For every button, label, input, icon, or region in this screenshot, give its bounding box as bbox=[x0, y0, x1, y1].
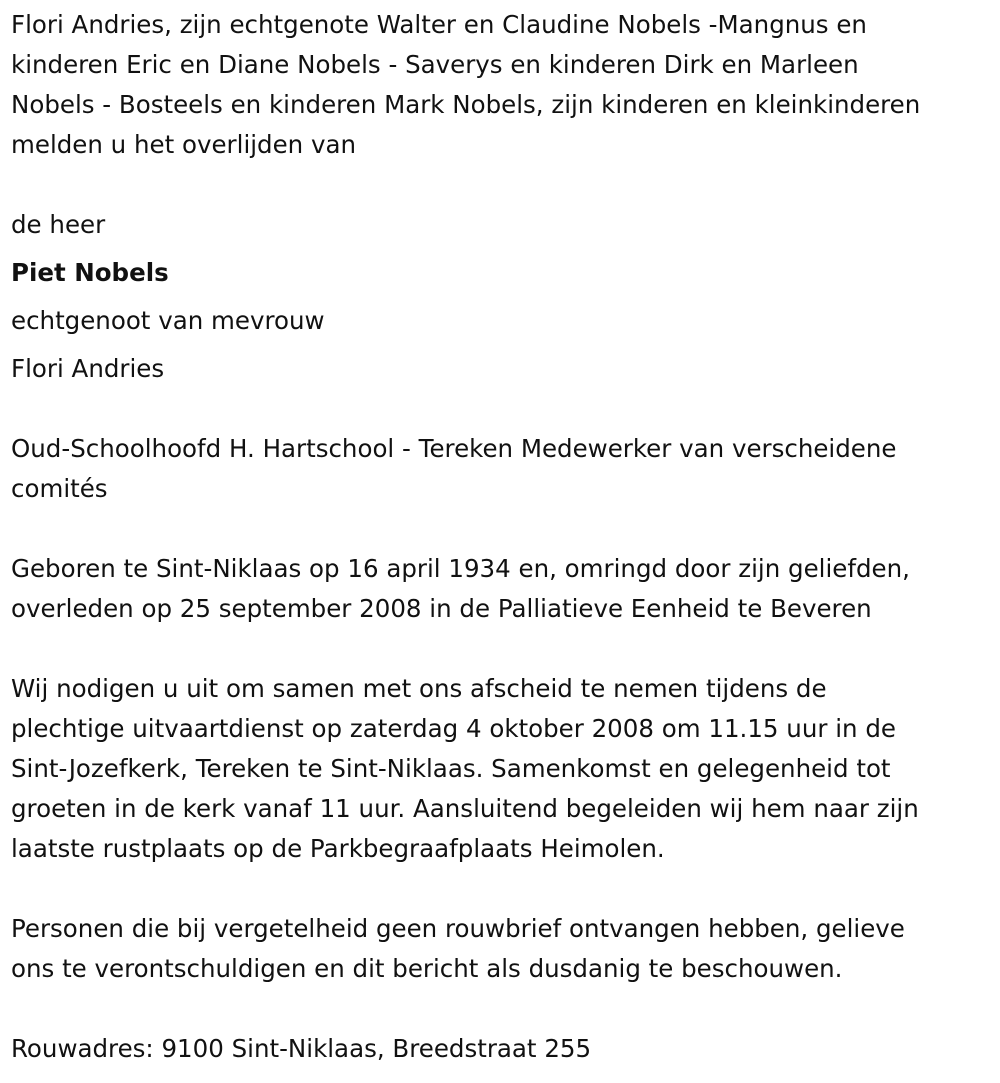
occupation-line-1: Oud-Schoolhoofd H. Hartschool - Tereken Medewerker van verscheidene bbox=[11, 434, 897, 463]
intro-line-2: kinderen Eric en Diane Nobels - Saverys en kinderen Dirk en Marleen bbox=[11, 50, 859, 79]
ceremony-line-5: laatste rustplaats op de Parkbegraafplaats Heimolen. bbox=[11, 834, 665, 863]
intro-line-1: Flori Andries, zijn echtgenote Walter en Claudine Nobels -Mangnus en bbox=[11, 10, 867, 39]
salutation: de heer bbox=[11, 210, 106, 239]
ceremony-line-4: groeten in de kerk vanaf 11 uur. Aansluitend begeleiden wij hem naar zijn bbox=[11, 794, 919, 823]
ceremony-line-1: Wij nodigen u uit om samen met ons afscheid te nemen tijdens de bbox=[11, 674, 827, 703]
deceased-name: Piet Nobels bbox=[11, 258, 169, 287]
intro-line-4: melden u het overlijden van bbox=[11, 130, 357, 159]
occupation-line-2: comités bbox=[11, 474, 108, 503]
intro-line-3: Nobels - Bosteels en kinderen Mark Nobels, zijn kinderen en kleinkinderen bbox=[11, 90, 921, 119]
mourning-address: Rouwadres: 9100 Sint-Niklaas, Breedstraat 255 bbox=[11, 1034, 592, 1063]
notice-line-1: Personen die bij vergetelheid geen rouwbrief ontvangen hebben, gelieve bbox=[11, 914, 905, 943]
notice-line-2: ons te verontschuldigen en dit bericht als dusdanig te beschouwen. bbox=[11, 954, 843, 983]
ceremony-line-2: plechtige uitvaartdienst op zaterdag 4 oktober 2008 om 11.15 uur in de bbox=[11, 714, 896, 743]
birth-death-line-2: overleden op 25 september 2008 in de Palliatieve Eenheid te Beveren bbox=[11, 594, 872, 623]
relation-text: echtgenoot van mevrouw bbox=[11, 306, 325, 335]
birth-death-line-1: Geboren te Sint-Niklaas op 16 april 1934 en, omringd door zijn geliefden, bbox=[11, 554, 910, 583]
ceremony-line-3: Sint-Jozefkerk, Tereken te Sint-Niklaas. Samenkomst en gelegenheid tot bbox=[11, 754, 891, 783]
spouse-name: Flori Andries bbox=[11, 354, 165, 383]
